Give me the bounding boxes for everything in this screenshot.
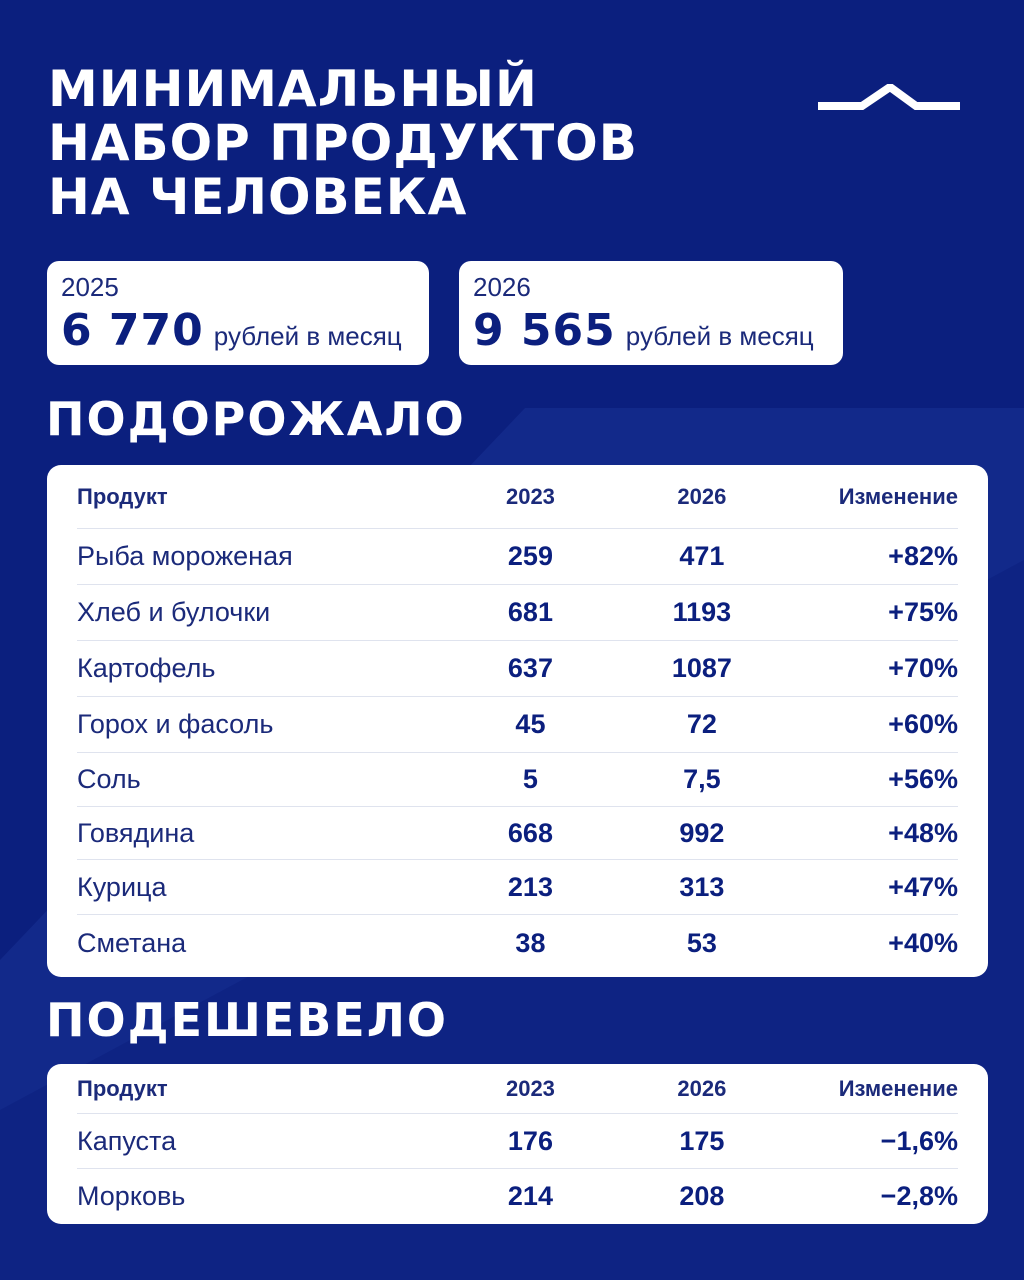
product-name: Говядина	[77, 817, 195, 848]
price-2023: 681	[507, 597, 553, 627]
table-row	[77, 1169, 958, 1223]
price-2023: 637	[507, 653, 553, 683]
price-change: −2,8%	[880, 1180, 958, 1211]
table-row	[77, 860, 958, 915]
price-2023: 5	[522, 764, 538, 794]
price-change: +47%	[888, 871, 958, 902]
price-2026: 7,5	[683, 764, 721, 794]
product-name: Соль	[77, 764, 141, 794]
wave-line-logo-icon	[818, 84, 960, 114]
price-2026: 313	[679, 871, 725, 902]
header-2023: 2023	[505, 1075, 555, 1101]
table-row	[77, 529, 958, 585]
price-change: +48%	[888, 817, 958, 848]
header-change: Изменение	[838, 1075, 958, 1101]
title-line-1: МИНИМАЛЬНЫЙ	[48, 60, 538, 118]
price-increase-table	[47, 465, 988, 977]
price-change: +56%	[888, 764, 958, 794]
header-product: Продукт	[77, 1075, 168, 1101]
price-change: −1,6%	[880, 1125, 958, 1156]
stat-amount: 6 770	[61, 305, 204, 356]
page-title	[48, 62, 638, 224]
table-header-row	[77, 465, 958, 529]
price-2026: 992	[679, 817, 725, 848]
stat-card-2026	[459, 261, 843, 365]
section-title-rose: ПОДОРОЖАЛО	[46, 392, 466, 446]
table-row	[77, 1114, 958, 1169]
price-2026: 175	[679, 1125, 725, 1156]
price-2023: 668	[507, 817, 553, 848]
price-change: +75%	[888, 597, 958, 627]
title-line-2: НАБОР ПРОДУКТОВ	[48, 114, 638, 172]
stat-unit: рублей в месяц	[625, 321, 814, 351]
product-name: Капуста	[77, 1125, 177, 1156]
price-2026: 72	[686, 709, 717, 739]
price-2023: 213	[507, 871, 553, 902]
price-2026: 1087	[671, 653, 732, 683]
price-2023: 259	[507, 541, 553, 571]
price-decrease-table	[47, 1064, 988, 1224]
stat-year: 2026	[473, 272, 531, 302]
price-2023: 214	[507, 1180, 553, 1211]
product-name: Сметана	[77, 927, 187, 958]
table-row	[77, 915, 958, 971]
header-2026: 2026	[677, 1075, 727, 1101]
price-2026: 471	[679, 541, 725, 571]
table-header-row	[77, 1064, 958, 1114]
section-title-fell: ПОДЕШЕВЕЛО	[46, 993, 449, 1047]
price-2023: 176	[507, 1125, 553, 1156]
stat-card-2025	[47, 261, 429, 365]
price-change: +70%	[888, 653, 958, 683]
stat-year: 2025	[61, 272, 119, 302]
title-line-3: НА ЧЕЛОВЕКА	[48, 168, 468, 226]
table-row	[77, 641, 958, 697]
product-name: Картофель	[77, 653, 216, 683]
price-2026: 208	[679, 1180, 725, 1211]
header-2023: 2023	[505, 483, 555, 509]
table-row	[77, 807, 958, 860]
header-product: Продукт	[77, 483, 168, 509]
price-2026: 1193	[672, 597, 732, 627]
header-change: Изменение	[838, 483, 958, 509]
stat-unit: рублей в месяц	[213, 321, 402, 351]
stat-amount: 9 565	[473, 305, 616, 356]
product-name: Морковь	[77, 1180, 186, 1211]
product-name: Курица	[77, 871, 167, 902]
table-row	[77, 585, 958, 641]
product-name: Рыба мороженая	[77, 541, 293, 571]
product-name: Горох и фасоль	[77, 709, 274, 739]
header-2026: 2026	[677, 483, 727, 509]
table-row	[77, 697, 958, 753]
price-2026: 53	[686, 927, 717, 958]
table-row	[77, 753, 958, 807]
product-name: Хлеб и булочки	[77, 597, 271, 627]
price-change: +60%	[888, 709, 958, 739]
price-2023: 38	[515, 927, 546, 958]
price-change: +82%	[888, 541, 958, 571]
price-change: +40%	[888, 927, 958, 958]
price-2023: 45	[515, 709, 546, 739]
